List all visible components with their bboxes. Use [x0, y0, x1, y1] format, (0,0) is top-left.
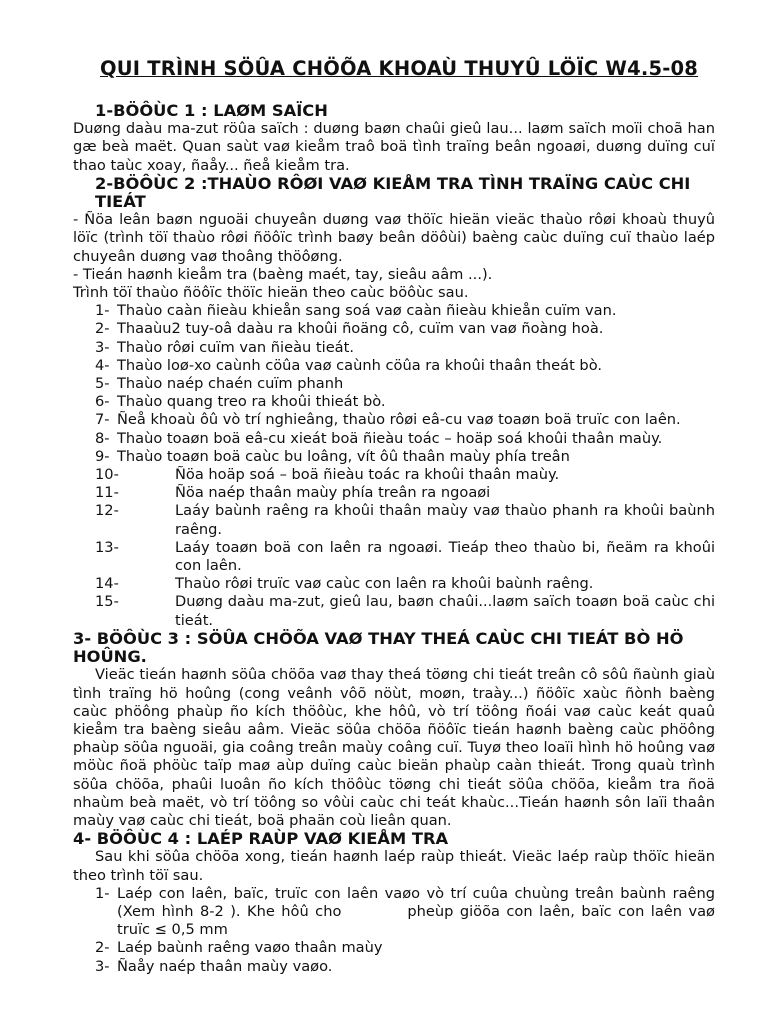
list-item-text-part1: Laép con laên, baïc, truïc con laên vaøo vò trí cuûa chuùng treân baùnh raêng (Xem hình 8-2 ). Khe hôû cho — [117, 884, 715, 920]
list-item — [73, 339, 715, 357]
list-item-text: Duøng daàu ma-zut, gieû lau, baøn chaûi...laøm saïch toaøn boä caùc chi tieát. — [175, 593, 715, 629]
step2-para3: Trình töï thaùo ñöôïc thöïc hieän theo caùc böôùc sau. — [73, 284, 469, 302]
step2-heading: 2-BÖÔÙC 2 :THAÙO RÔØI VAØ KIEÅM TRA TÌNH TRAÏNG CAÙC CHI TIEÁT — [95, 173, 691, 212]
step3-heading: 3- BÖÔÙC 3 : SÖÛA CHÖÕA VAØ THAY THEÁ CAÙC CHI TIEÁT BÒ HÖ HOÛNG. — [73, 628, 684, 667]
list-item — [73, 939, 715, 957]
list-item-text: Laép baùnh raêng vaøo thaân maùy — [117, 939, 383, 957]
list-item-text-part2: pheùp giöõa con laên, baïc con laên vaø truïc ≤ 0,5 mm — [117, 902, 715, 939]
list-item-text: Thaùo rôøi truïc vaø caùc con laên ra khoûi baùnh raêng. — [175, 575, 594, 593]
list-item-number: 3- — [95, 957, 110, 975]
list-item-text: Thaùo naép chaén cuïm phanh — [117, 375, 344, 393]
list-item-number: 11- — [95, 484, 119, 502]
list-item-number: 15- — [95, 593, 119, 611]
list-item — [73, 357, 715, 375]
list-item — [73, 411, 715, 429]
list-item — [73, 885, 715, 940]
list-item — [73, 430, 715, 448]
list-item-number: 14- — [95, 575, 119, 593]
list-item — [73, 958, 715, 976]
step1-text: Duøng daàu ma-zut röûa saïch : duøng baøn chaûi gieû lau... laøm saïch moïi choã han gæ beà maët. Quan saùt vaø kieåm traô boä tình traïng beân ngoaøi, duøng duïng cuï thao taùc xoay, ñaåy... ñeå kieåm tra. — [73, 120, 715, 174]
list-item-number: 10- — [95, 466, 119, 484]
list-item-text: Thaùo quang treo ra khoûi thieát bò. — [117, 393, 386, 411]
list-item — [73, 375, 715, 393]
list-item-text: Thaaùu2 tuy-oâ daàu ra khoûi ñoäng cô, cuïm van vaø ñoàng hoà. — [117, 320, 604, 338]
list-item-number: 2- — [95, 939, 110, 957]
step4-text: Sau khi söûa chöõa xong, tieán haønh laép raùp thieát. Vieäc laép raùp thöïc hieän theo trình töï sau. — [73, 848, 715, 884]
document-body — [73, 102, 715, 976]
step3-text: Vieäc tieán haønh söûa chöõa vaø thay theá töøng chi tieát treân cô sôû ñaùnh giaù tình traïng hö hoûng (cong veânh vôõ nöùt, moøn, traày...) ñöôïc xaùc ñònh baèng caùc phöông phaùp ño kích thöôùc, khe hôû, vò trí töông ñoái vaø caùc keát quaû kieåm tra baèng sieâu aâm. Vieäc söûa chöõa ñöôïc tieán haønh baèng caùc phöông phaùp söûa nguoäi, gia coâng treân maùy coâng cuï. Tuyø theo loaïi hình hö hoûng vaø möùc ñoä phöùc taïp maø aùp duïng caùc bieän phaùp caàn thieát. Trong quaù trình söûa chöõa, phaûi luoân ño kích thöôùc töøng chi tieát söûa chöõa, kieåm tra ñoä nhaùm beà maët, vò trí töông so vôùi caùc chi teát khaùc...Tieán haønh sôn laïi thaân maùy vaø caùc chi tieát, boä phaän coù lieân quan. — [73, 666, 715, 829]
list-item-text: Thaùo toaøn boä eâ-cu xieát boä ñieàu toác – hoäp soá khoûi thaân maùy. — [117, 429, 663, 447]
list-item — [73, 484, 715, 502]
list-item — [73, 502, 715, 538]
list-item-number: 1- — [95, 302, 110, 320]
list-item-text: Thaùo loø-xo caùnh cöûa vaø caùnh cöûa ra khoûi thaân theát bò. — [117, 356, 603, 374]
list-item — [73, 320, 715, 338]
list-item-number: 7- — [95, 411, 110, 429]
list-item-text: Ñöa naép thaân maùy phía treân ra ngoaøi — [175, 484, 491, 502]
list-item-number: 3- — [95, 338, 110, 356]
list-item-number: 1- — [95, 884, 110, 902]
list-item — [73, 466, 715, 484]
list-item-text: Ñaåy naép thaân maùy vaøo. — [117, 957, 333, 975]
step4-heading: 4- BÖÔÙC 4 : LAÉP RAÙP VAØ KIEÅM TRA — [73, 829, 449, 849]
list-item-text: Laáy toaøn boä con laên ra ngoaøi. Tieáp theo thaùo bi, ñeäm ra khoûi con laên. — [175, 538, 715, 575]
list-item — [73, 302, 715, 320]
step2-para2: - Tieán haønh kieåm tra (baèng maét, tay, sieâu aâm ...). — [73, 265, 493, 283]
list-item-number: 8- — [95, 429, 110, 447]
page-title: QUI TRÌNH SÖÛA CHÖÕA KHOAÙ THUYÛ LÖÏC W4.5-08 — [100, 57, 699, 80]
list-item-text — [117, 885, 715, 940]
list-item-text: Laáy baùnh raêng ra khoûi thaân maùy vaø thaùo phanh ra khoûi baùnh raêng. — [175, 502, 715, 538]
list-item-number: 5- — [95, 375, 110, 393]
list-item — [73, 575, 715, 593]
list-item-text: Thaùo toaøn boä caùc bu loâng, vít ôû thaân maùy phía treân — [117, 447, 570, 465]
list-item-text: Thaùo caàn ñieàu khieån sang soá vaø caàn ñieàu khieån cuïm van. — [117, 302, 617, 320]
list-item-number: 2- — [95, 320, 110, 338]
list-item — [73, 539, 715, 575]
disassembly-steps-list — [73, 302, 715, 630]
list-item-number: 12- — [95, 502, 119, 520]
list-item — [73, 448, 715, 466]
list-item-number: 13- — [95, 538, 119, 556]
list-item-number: 9- — [95, 447, 110, 465]
step2-para1: - Ñöa leân baøn nguoäi chuyeân duøng vaø thöïc hieän vieäc thaùo rôøi khoaù thuyû löïc (trình töï thaùo rôøi ñöôïc trình baøy beân döôùi) baèng caùc duïng cuï thaùo laép chuyeân duøng vaø thoâng thöôøng. — [73, 211, 715, 265]
assembly-steps-list — [73, 885, 715, 976]
list-item-text: Ñeå khoaù ôû vò trí nghieâng, thaùo rôøi eâ-cu vaø toaøn boä truïc con laên. — [117, 411, 681, 429]
list-item-number: 6- — [95, 393, 110, 411]
list-item — [73, 593, 715, 629]
list-item-number: 4- — [95, 356, 110, 374]
list-item — [73, 393, 715, 411]
step1-heading: 1-BÖÔÙC 1 : LAØM SAÏCH — [95, 101, 328, 120]
list-item-text: Ñöa hoäp soá – boä ñieàu toác ra khoûi thaân maùy. — [175, 466, 560, 484]
list-item-text: Thaùo rôøi cuïm van ñieàu tieát. — [117, 338, 354, 356]
